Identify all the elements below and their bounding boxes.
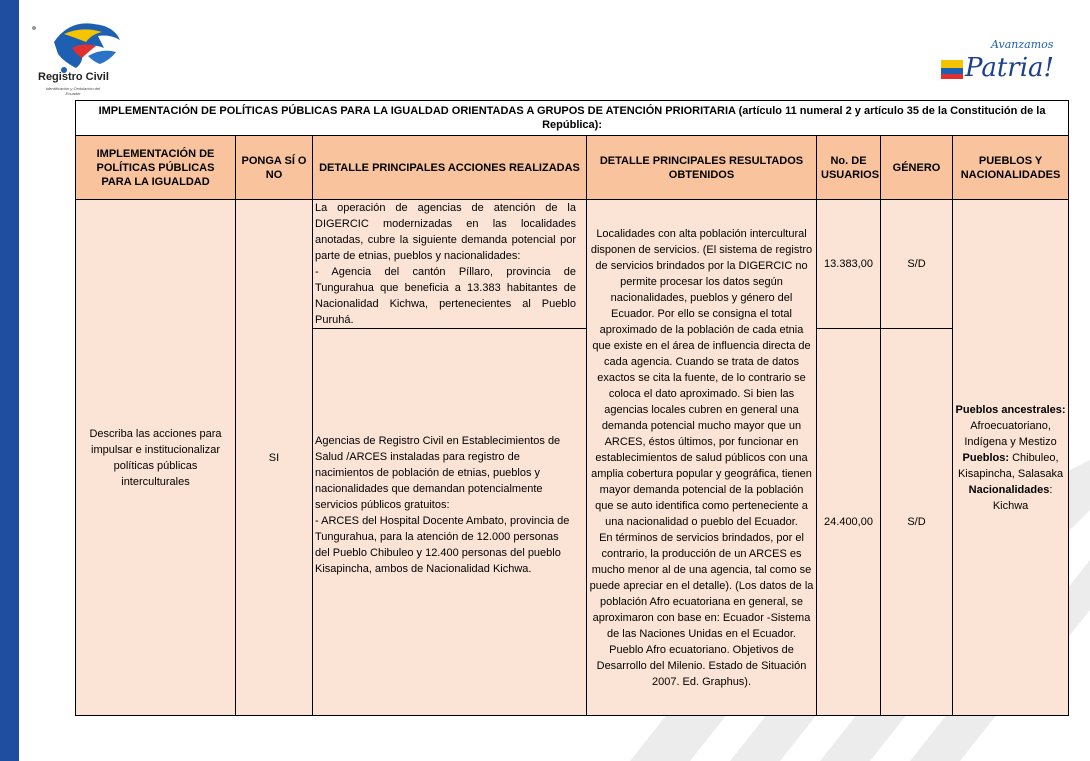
header-peoples: PUEBLOS Y NACIONALIDADES [953,136,1069,200]
table-title: IMPLEMENTACIÓN DE POLÍTICAS PÚBLICAS PARA LA IGUALDAD ORIENTADAS A GRUPOS DE ATENCIÓN PRIORITARIA (artículo 11 numeral 2 y artículo 35 de la Constitución de la República): [76,101,1069,136]
peoples-label-nacionalidades: Nacionalidades [968,483,1050,496]
peoples-text-pueblos: Chibuleo, Kisapincha, Salasaka [957,451,1064,480]
answer-cell: SI [236,200,313,716]
description-cell: Describa las acciones para impulsar e institucionalizar políticas públicas interculturales [76,200,236,716]
peoples-cell [953,200,1069,716]
logo-right-line2: Patria! [965,53,1054,83]
avanzamos-patria-logo-icon [935,32,1065,92]
results-cell: Localidades con alta población intercultural disponen de servicios. (El sistema de registro de servicios brindados por la DIGERCIC no permite procesar los datos según nacionalidades, pueblos y género del Ecuador. Por ello se consigna el total aproximado de la población de cada etnia que existe en el área de influencia directa de cada agencia. Cuando se trata de datos exactos se cita la fuente, de lo contrario se coloca el dato aproximado. Si bien las agencias locales cubren en general una demanda potencial mucho mayor que un ARCES, éstos últimos, por funcionar en establecimientos de salud públicos con una amplia cobertura popular y geográfica, tienen mayor demanda potencial de la población que se auto identifica como perteneciente a una nacionalidad o pueblo del Ecuador. En términos de servicios brindados, por el contrario, la producción de un ARCES es mucho menor al de una agencia, tal como se puede apreciar en el detalle). (Los datos de la población Afro ecuatoriana en general, se aproximaron con base en: Ecuador -Sistema de las Naciones Unidas en el Ecuador. Pueblo Afro ecuatoriano. Objetivos de Desarrollo del Milenio. Estado de Situación 2007. Ed. Graphus). [587,200,817,716]
peoples-text-nacionalidades: Kichwa [992,499,1029,512]
peoples-label-ancestral: Pueblos ancestrales: [955,403,1066,416]
gender-cell-2: S/D [881,329,953,716]
gender-cell-1: S/D [881,200,953,329]
peoples-sep-nacionalidades: : [1049,483,1053,496]
header-users: No. DE USUARIOS [817,136,881,200]
left-accent-bar [0,0,19,761]
action-cell-agency: La operación de agencias de atención de la DIGERCIC modernizadas en las localidades anotadas, cubre la siguiente demanda potencial por parte de etnias, pueblos y nacionalidades: - Agencia del cantón Píllaro, provincia de Tungurahua que beneficia a 13.383 habitantes de Nacionalidad Kichwa, pertenecientes al Pueblo Puruhá. [313,200,587,329]
logo-left-subtitle: Identificación y Cedulación del Ecuador [45,86,101,96]
peoples-label-pueblos: Pueblos: [962,451,1009,464]
header-actions: DETALLE PRINCIPALES ACCIONES REALIZADAS [313,136,587,200]
users-cell-2: 24.400,00 [817,329,881,716]
users-cell-1: 13.383,00 [817,200,881,329]
policies-table [75,100,1069,716]
logo-left-name: Registro Civil [38,71,109,83]
header-implementation: IMPLEMENTACIÓN DE POLÍTICAS PÚBLICAS PARA LA IGUALDAD [76,136,236,200]
header-results: DETALLE PRINCIPALES RESULTADOS OBTENIDOS [587,136,817,200]
header-yes-no: PONGA SÍ O NO [236,136,313,200]
header-gender: GÉNERO [881,136,953,200]
action-cell-arces: Agencias de Registro Civil en Establecimientos de Salud /ARCES instaladas para registro de nacimientos de población de etnias, pueblos y nacionalidades que demandan potencialmente servicios públicos gratuitos: - ARCES del Hospital Docente Ambato, provincia de Tungurahua, para la atención de 12.000 personas del Pueblo Chibuleo y 12.400 personas del pueblo Kisapincha, ambos de Nacionalidad Kichwa. [313,329,587,716]
peoples-text-ancestral: Afroecuatoriano, Indígena y Mestizo [964,419,1057,448]
logo-right-line1: Avanzamos [991,38,1054,51]
